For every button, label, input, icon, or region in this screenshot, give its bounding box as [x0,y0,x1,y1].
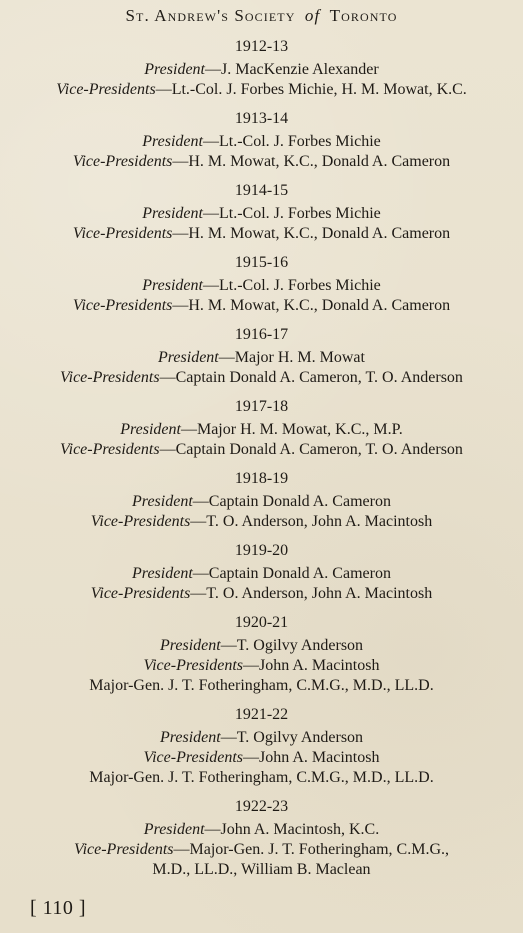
entry-line [0,728,523,748]
officer-names: —Lt.-Col. J. Forbes Michie [202,277,381,294]
entry-line [0,584,523,604]
role-label: Vice-Presidents [90,585,191,602]
officer-entry [0,174,523,244]
role-label: President [144,61,205,78]
officer-names: —T. O. Anderson, John A. Macintosh [190,513,433,530]
role-label: President [132,565,193,582]
officer-names: —T. O. Anderson, John A. Macintosh [190,585,433,602]
entry-year: 1914-15 [234,182,289,199]
officer-entry [0,462,523,532]
header-society-name: St. Andrew's Society [125,6,296,25]
officer-entry [0,534,523,604]
officer-names: —Lt.-Col. J. Forbes Michie [202,133,381,150]
officer-names: Major-Gen. J. T. Fotheringham, C.M.G., M.D., LL.D. [89,769,434,786]
entry-year: 1918-19 [234,470,289,487]
officer-entry [0,30,523,100]
header-connector: of [304,6,321,25]
role-label: Vice-Presidents [72,153,173,170]
role-label: President [143,821,205,838]
officer-names: —Captain Donald A. Cameron [192,493,391,510]
entry-line [0,348,523,368]
entry-year: 1912-13 [234,38,289,55]
officer-entry [0,698,523,788]
entry-year: 1917-18 [234,398,289,415]
officer-entry [0,390,523,460]
officer-names: —Major H. M. Mowat [218,349,365,366]
officer-names: —H. M. Mowat, K.C., Donald A. Cameron [172,225,451,242]
officer-list [0,30,523,882]
entry-year: 1915-16 [234,254,289,271]
entry-line [0,492,523,512]
role-label: Vice-Presidents [90,513,191,530]
entry-year: 1916-17 [234,326,289,343]
officer-names: —Captain Donald A. Cameron, T. O. Anderson [159,369,463,386]
officer-entry [0,790,523,880]
role-label: Vice-Presidents [72,225,173,242]
role-label: Vice-Presidents [60,441,160,458]
entry-year: 1920-21 [234,614,289,631]
officer-names: —J. MacKenzie Alexander [205,61,379,78]
officer-entry [0,102,523,172]
entry-line [0,152,523,172]
entry-line [0,860,523,880]
role-label: Vice-Presidents [73,841,174,858]
entry-line [0,276,523,296]
entry-line [0,440,523,460]
officer-names: —John A. Macintosh, K.C. [204,821,380,838]
role-label: Vice-Presidents [143,657,244,674]
officer-names: —H. M. Mowat, K.C., Donald A. Cameron [172,153,451,170]
entry-line [0,368,523,388]
entry-line [0,512,523,532]
role-label: Vice-Presidents [60,369,160,386]
officer-names: M.D., LL.D., William B. Maclean [152,861,371,878]
role-label: Vice-Presidents [143,749,244,766]
officer-names: —T. Ogilvy Anderson [220,637,364,654]
entry-line [0,564,523,584]
entry-year: 1922-23 [234,798,289,815]
entry-line [0,636,523,656]
officer-names: —T. Ogilvy Anderson [220,729,364,746]
officer-names: —H. M. Mowat, K.C., Donald A. Cameron [172,297,451,314]
role-label: President [132,493,193,510]
officer-names: —John A. Macintosh [243,657,380,674]
officer-names: —Captain Donald A. Cameron, T. O. Anderson [159,441,463,458]
role-label: Vice-Presidents [56,81,156,98]
officer-names: —Major H. M. Mowat, K.C., M.P. [180,421,403,438]
entry-line [0,296,523,316]
officer-names: —Lt.-Col. J. Forbes Michie, H. M. Mowat, K.C. [155,81,467,98]
entry-line [0,768,523,788]
entry-line [0,820,523,840]
role-label: President [120,421,181,438]
entry-line [0,60,523,80]
entry-line [0,420,523,440]
entry-line [0,204,523,224]
role-label: President [159,637,221,654]
role-label: President [142,133,203,150]
page-header [0,6,523,26]
officer-names: Major-Gen. J. T. Fotheringham, C.M.G., M.D., LL.D. [89,677,434,694]
role-label: President [158,349,219,366]
page-number: [ 110 ] [30,897,87,919]
entry-line [0,656,523,676]
officer-names: —John A. Macintosh [243,749,380,766]
header-city: Toronto [329,6,398,25]
officer-entry [0,318,523,388]
entry-line [0,132,523,152]
entry-line [0,840,523,860]
entry-year: 1921-22 [234,706,289,723]
entry-line [0,224,523,244]
officer-entry [0,246,523,316]
entry-year: 1919-20 [234,542,289,559]
entry-line [0,676,523,696]
officer-names: —Captain Donald A. Cameron [192,565,391,582]
entry-line [0,80,523,100]
role-label: Vice-Presidents [72,297,173,314]
role-label: President [159,729,221,746]
entry-line [0,748,523,768]
officer-names: —Lt.-Col. J. Forbes Michie [202,205,381,222]
entry-year: 1913-14 [234,110,289,127]
officer-entry [0,606,523,696]
officer-names: —Major-Gen. J. T. Fotheringham, C.M.G., [173,841,450,858]
role-label: President [142,277,203,294]
role-label: President [142,205,203,222]
